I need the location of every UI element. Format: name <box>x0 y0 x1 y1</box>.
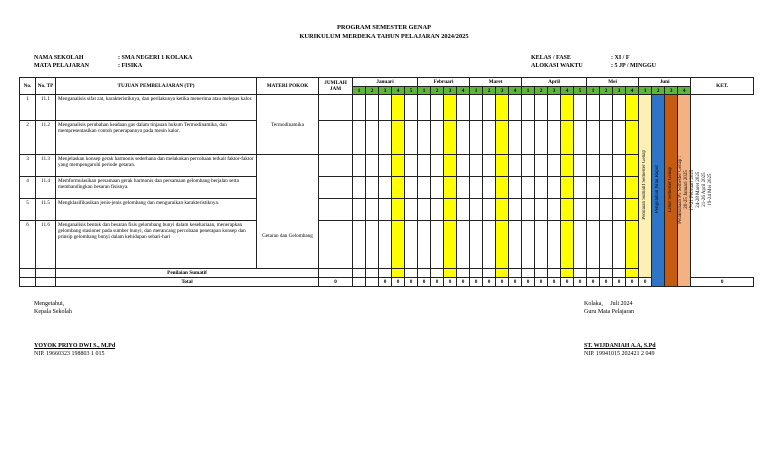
total-cell: 0 <box>561 278 574 287</box>
row-tp: 11.3 <box>36 155 56 177</box>
sign-left-line1: Mengetahui, <box>34 301 65 307</box>
teacher-signature <box>584 300 656 358</box>
document-subtitle: KURIKULUM MERDEKA TAHUN PELAJARAN 2024/2025 <box>299 33 469 40</box>
teacher-nip: NIP. 19941015 202421 2 049 <box>584 351 655 357</box>
week-mar-4: 4 <box>509 87 522 95</box>
row-no: 3 <box>20 155 36 177</box>
week-jun-2: 2 <box>652 87 665 95</box>
materi-getaran <box>257 155 319 269</box>
row-objective: Menjelaskan konsep gerak harmonis sederhana dan melakukan percobaan terkait faktor-faktor yang mempengaruhi periode getaran. <box>56 155 257 177</box>
school-value: : SMA NEGERI 1 KOLAKA <box>118 55 193 61</box>
week-apr-1: 1 <box>522 87 535 95</box>
header-no: No. <box>20 78 36 95</box>
total-cell: 0 <box>418 278 431 287</box>
week-feb-1: 1 <box>418 87 431 95</box>
ket-column <box>678 95 714 287</box>
row-tp: 11.5 <box>36 199 56 221</box>
total-cell: 0 <box>496 278 509 287</box>
teacher-name: ST. WIJDANIAH A.A, S.Pd <box>584 343 656 349</box>
month-juni: Juni <box>639 78 691 87</box>
total-cell: 0 <box>405 278 418 287</box>
document-title: PROGRAM SEMESTER GENAP <box>336 24 432 31</box>
week-apr-3: 3 <box>548 87 561 95</box>
week-mei-4: 4 <box>626 87 639 95</box>
month-april: April <box>522 78 587 87</box>
total-cell: 0 <box>626 278 639 287</box>
materi-termodinamika: Termodinamika <box>257 95 319 155</box>
week-mei-3: 3 <box>613 87 626 95</box>
row-tp: 11.1 <box>36 95 56 121</box>
week-jun-3: 3 <box>665 87 678 95</box>
row-no: 1 <box>20 95 36 121</box>
row-objective: Menganalisis sifat zat, karakteristiknya, dan perilakunya ketika menerima atau melepas kalor. <box>56 95 257 121</box>
row-no: 6 <box>20 221 36 269</box>
month-februari: Februari <box>418 78 470 87</box>
jumlah-cell <box>319 95 353 121</box>
sumatif-column <box>639 95 652 278</box>
principal-nip: NIP. 19660323 198803 1 015 <box>34 351 105 357</box>
week-feb-2: 2 <box>431 87 444 95</box>
header-materi: MATERI POKOK <box>257 78 319 95</box>
month-maret: Maret <box>470 78 522 87</box>
week-jan-1: 1 <box>353 87 366 95</box>
row-objective: Memformulasikan persamaan gerak harmonis dan persamaan gelombang berjalan serta membandingkan besaran fisisnya. <box>56 177 257 199</box>
total-cell: 0 <box>392 278 405 287</box>
row-objective: Mengklasifikasikan jenis-jenis gelombang dan menguraikan karakteristiknya. <box>56 199 257 221</box>
header-no-tp: No. TP <box>36 78 56 95</box>
total-cell: 0 <box>509 278 522 287</box>
row-objective: Menganalisis bentuk dan besaran fisis gelombang bunyi dalam kesehariaan, menerapkan gelombang stasioner pada sumber bunyi, dan merancang percobaan penerapan konsep dan prinsip gelombang bunyi dalam kehidupan sehari-hari <box>56 221 257 269</box>
total-value: 0 <box>319 278 353 287</box>
table-row <box>20 95 754 121</box>
time-value: : 5 JP / MINGGU <box>611 63 656 69</box>
total-cell: 0 <box>379 278 392 287</box>
week-feb-3: 3 <box>444 87 457 95</box>
class-value: : XI / F <box>611 55 630 61</box>
penilaian-sumatif-label: Penilaian Sumatif <box>56 269 319 278</box>
sign-right-line2: Guru Mata Pelajaran <box>584 309 634 315</box>
total-cell: 0 <box>613 278 626 287</box>
month-januari: Januari <box>353 78 418 87</box>
week-apr-4: 4 <box>561 87 574 95</box>
libur-label: Libur Semester Genap <box>668 167 674 212</box>
libur-column <box>665 95 678 287</box>
sumatif-label: Penilaian Sumatif Semester Genap <box>642 150 648 220</box>
week-jan-3: 3 <box>379 87 392 95</box>
total-cell: 0 <box>470 278 483 287</box>
week-mei-1: 1 <box>587 87 600 95</box>
row-no: 4 <box>20 177 36 199</box>
week-jan-4: 4 <box>392 87 405 95</box>
week-jan-5: 5 <box>405 87 418 95</box>
row-objective: Menganalisis perubahan keadaan gas dalam tinjauan hukum Termodinamika, dan mempresentasikan contoh penerapannya pada mesin kalor. <box>56 121 257 155</box>
week-jun-4: 4 <box>678 87 691 95</box>
class-label: KELAS / FASE <box>531 55 571 61</box>
week-mei-2: 2 <box>600 87 613 95</box>
subject-label: MATA PELAJARAN <box>34 63 89 69</box>
row-tp: 11.4 <box>36 177 56 199</box>
school-info <box>34 54 192 70</box>
week-apr-2: 2 <box>535 87 548 95</box>
week-apr-5: 5 <box>574 87 587 95</box>
row-no: 2 <box>20 121 36 155</box>
week-jun-1: 1 <box>639 87 652 95</box>
sign-left-line2: Kepala Sekolah <box>34 309 72 315</box>
week-jan-2: 2 <box>366 87 379 95</box>
row-tp: 11.6 <box>36 221 56 269</box>
rapor-column <box>652 95 665 287</box>
p5-schedule: Pelaksanaan P5 Semester Genap : 20-25 Januari 2025 17-21 Februari 2025 24-28 Maret 2025 21-26 April 2025 19-24 Mei 2025 <box>678 155 714 224</box>
total-cell: 0 <box>457 278 470 287</box>
total-cell: 0 <box>483 278 496 287</box>
header-tujuan: TUJUAN PEMBELAJARAN (TP) <box>56 78 257 95</box>
semester-program-table <box>19 77 754 287</box>
class-info <box>531 54 656 70</box>
total-label: Total <box>56 278 319 287</box>
total-cell: 0 <box>587 278 600 287</box>
total-cell: 0 <box>548 278 561 287</box>
month-mei: Mei <box>587 78 639 87</box>
principal-name: YOYOK PRIYO DWI S., M.Pd <box>34 343 116 349</box>
week-mar-2: 2 <box>483 87 496 95</box>
rapor-label: Pengolahan Nilai Rapor <box>655 165 661 214</box>
subject-value: : FISIKA <box>118 63 143 69</box>
row-no: 5 <box>20 199 36 221</box>
week-mar-1: 1 <box>470 87 483 95</box>
total-cell: 0 <box>431 278 444 287</box>
header-jumlah-jam: JUMLAH JAM <box>319 78 353 95</box>
total-cell: 0 <box>600 278 613 287</box>
row-tp: 11.2 <box>36 121 56 155</box>
total-row <box>20 278 754 287</box>
time-label: ALOKASI WAKTU <box>531 63 583 69</box>
sign-right-line1: Kolaka, Juli 2024 <box>584 301 633 307</box>
school-label: NAMA SEKOLAH <box>34 55 84 61</box>
week-mar-3: 3 <box>496 87 509 95</box>
total-cell: 0 <box>522 278 535 287</box>
total-cell: 0 <box>574 278 587 287</box>
header-ket: KET. <box>691 78 754 95</box>
materi-getaran-label: Getaran dan Gelombang <box>262 232 313 239</box>
total-cell: 0 <box>444 278 457 287</box>
total-cell: 0 <box>535 278 548 287</box>
principal-signature <box>34 300 115 358</box>
total-cell: 0 <box>639 278 652 287</box>
week-feb-4: 4 <box>457 87 470 95</box>
total-cell: 0 <box>691 278 754 287</box>
